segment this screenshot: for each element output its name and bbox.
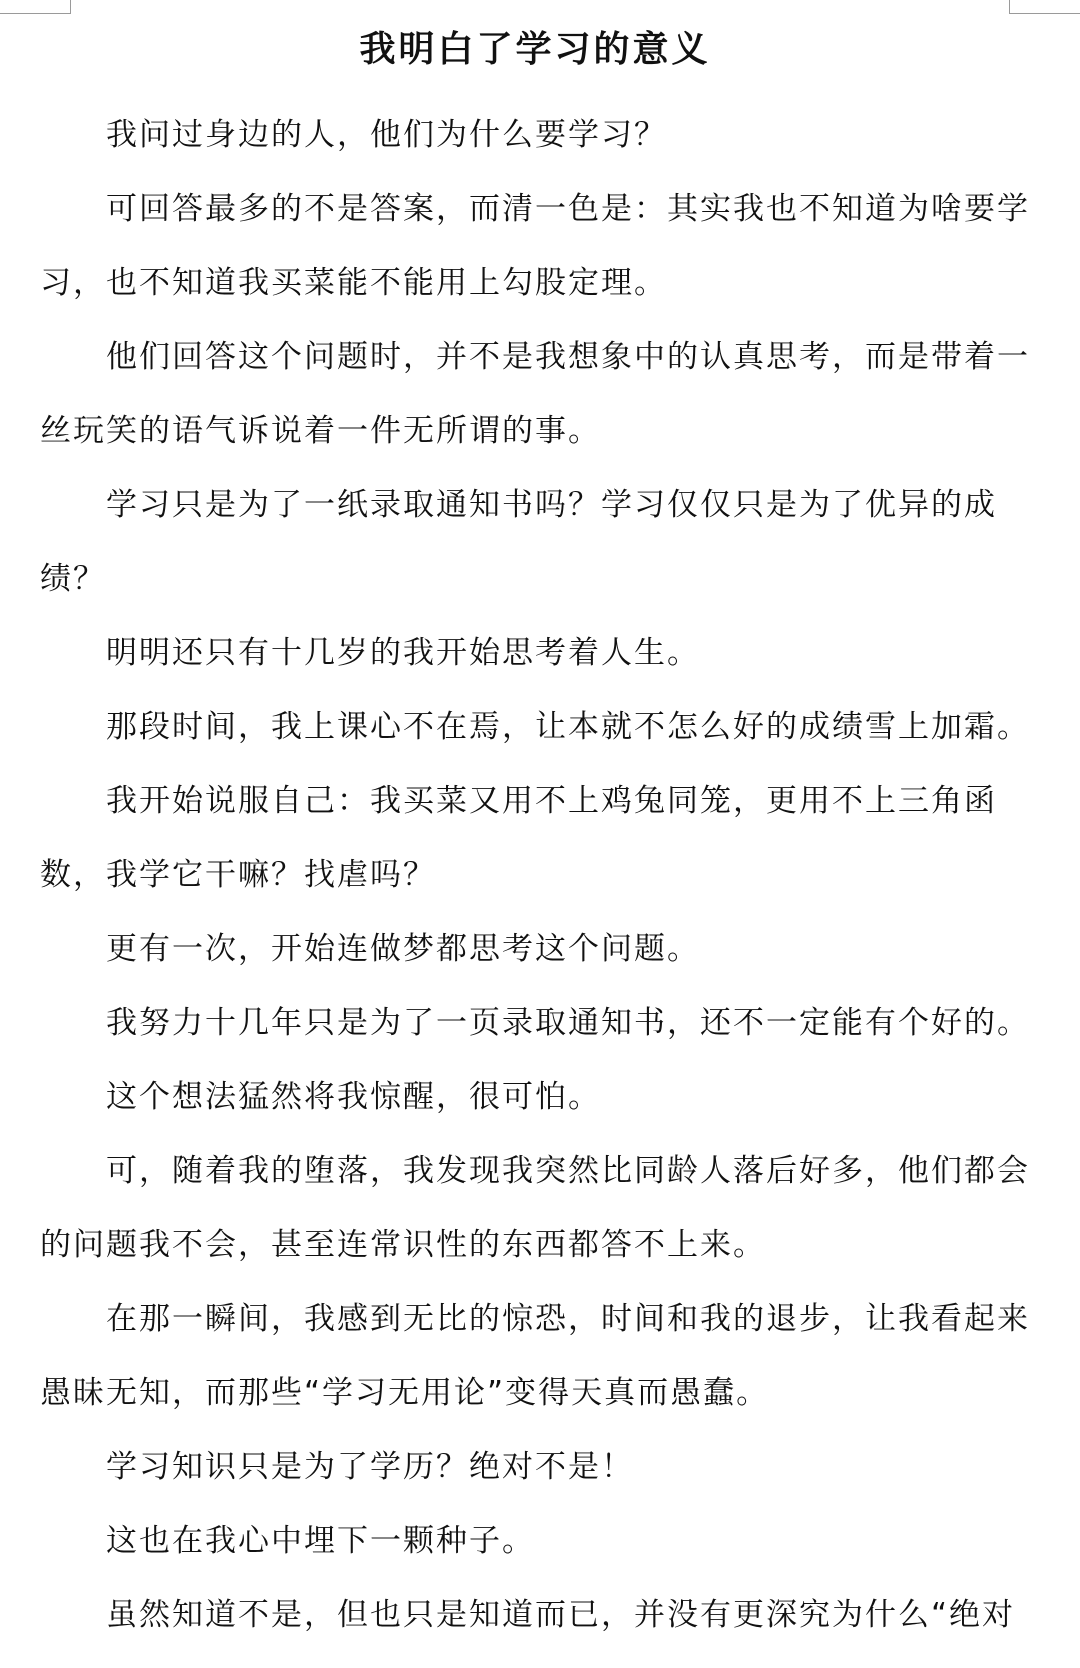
paragraph: 明明还只有十几岁的我开始思考着人生。 (106, 635, 700, 671)
paragraph: 可回答最多的不是答案，而清一色是：其实我也不知道为啥要学习，也不知道我买菜能不能用上勾股定理。 (40, 191, 1030, 301)
paragraph: 可，随着我的堕落，我发现我突然比同龄人落后好多，他们都会的问题我不会，甚至连常识性的东西都答不上来。 (40, 1153, 1030, 1263)
page-corner-mark-left (0, 0, 71, 14)
page-corner-mark-right (1009, 0, 1080, 14)
paragraph: 学习知识只是为了学历？绝对不是！ (106, 1449, 634, 1485)
paragraph: 学习只是为了一纸录取通知书吗？学习仅仅只是为了优异的成绩？ (40, 487, 997, 597)
document-title: 我明白了学习的意义 (359, 29, 711, 70)
paragraph: 那段时间，我上课心不在焉，让本就不怎么好的成绩雪上加霜。 (106, 709, 1030, 745)
paragraph: 这个想法猛然将我惊醒，很可怕。 (106, 1079, 601, 1115)
paragraph: 我努力十几年只是为了一页录取通知书，还不一定能有个好的。 (106, 1005, 1030, 1041)
paragraph: 我问过身边的人，他们为什么要学习？ (106, 117, 667, 153)
paragraph: 虽然知道不是，但也只是知道而已，并没有更深究为什么“绝对 (106, 1597, 1016, 1633)
paragraph: 在那一瞬间，我感到无比的惊恐，时间和我的退步，让我看起来愚昧无知，而那些“学习无用论”变得天真而愚蠢。 (40, 1301, 1030, 1411)
paragraph: 我开始说服自己：我买菜又用不上鸡兔同笼，更用不上三角函数，我学它干嘛？找虐吗？ (40, 783, 997, 893)
paragraph: 这也在我心中埋下一颗种子。 (106, 1523, 535, 1559)
paragraph: 更有一次，开始连做梦都思考这个问题。 (106, 931, 700, 967)
paragraph: 他们回答这个问题时，并不是我想象中的认真思考，而是带着一丝玩笑的语气诉说着一件无所谓的事。 (40, 339, 1030, 449)
document-page (40, 22, 1030, 1652)
